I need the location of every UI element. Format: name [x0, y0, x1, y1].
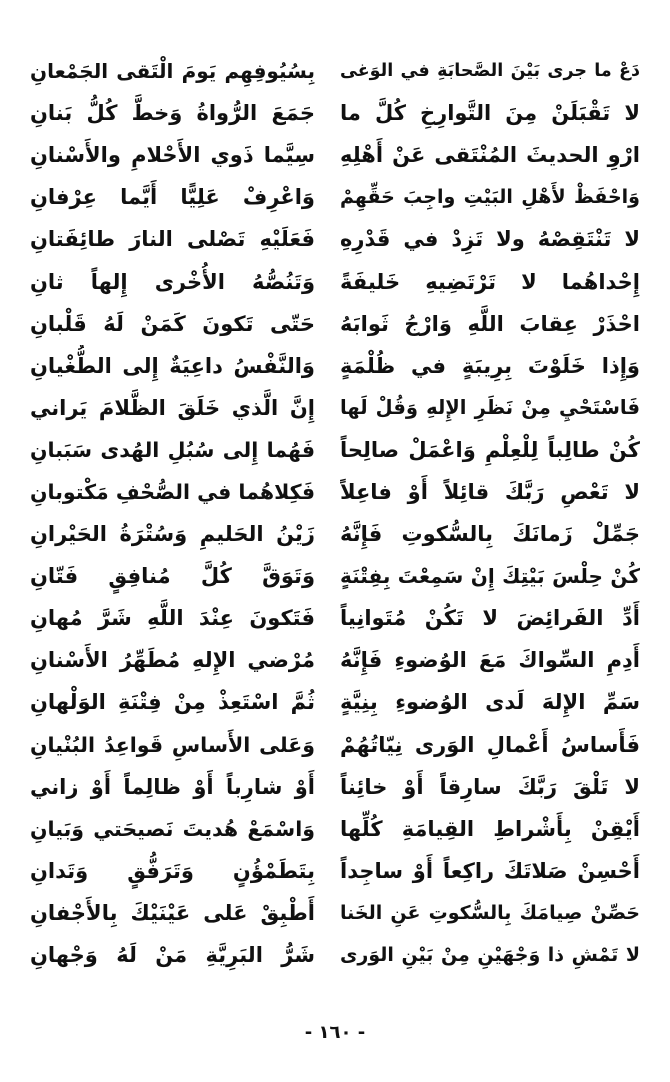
verse-second-hemistich: حَتّى تَكونَ كَمَنْ لَهُ قَلْبانِ — [30, 311, 315, 336]
verse-first-hemistich: فَاسْتَحْيِ مِنْ نَظَرِ الإِلهِ وَقُلْ لَها — [340, 395, 640, 419]
verse-first-hemistich: لا تَقْبَلَنْ مِنَ التَّوارِخِ كُلَّ ما — [340, 101, 640, 126]
verse-first-hemistich: ارْوِ الحديثَ المُنْتَقى عَنْ أَهْلِهِ — [340, 143, 640, 168]
verse-line — [30, 471, 640, 513]
verse-line — [30, 892, 640, 934]
verse-second-hemistich: فَعَلَيْهِ تَصْلى النارَ طائِفَتانِ — [30, 227, 315, 252]
verse-first-hemistich: وَاحْفَظْ لأَهْلِ البَيْتِ واجِبَ حَقِّهِمْ — [340, 186, 640, 209]
verse-line — [30, 639, 640, 681]
verse-second-hemistich: زَيْنُ الحَليمِ وَسُتْرَةُ الحَيْرانِ — [30, 522, 315, 547]
verse-line — [30, 303, 640, 345]
verse-line — [30, 934, 640, 976]
verse-first-hemistich: إِحْداهُما لا تَرْتَضِيهِ خَليفَةً — [340, 269, 640, 294]
verse-line — [30, 176, 640, 218]
verse-second-hemistich: سِيَّما ذَوي الأَحْلامِ والأَسْنانِ — [30, 143, 315, 168]
verse-line — [30, 429, 640, 471]
verse-second-hemistich: فَتَكونَ عِنْدَ اللَّهِ شَرَّ مُهانِ — [30, 606, 315, 631]
verse-second-hemistich: ثُمَّ اسْتَعِذْ مِنْ فِتْنَةِ الوَلْهانِ — [30, 690, 315, 715]
verse-second-hemistich: وَتَوَقَّ كُلَّ مُنافِقٍ فَتّانِ — [30, 564, 315, 589]
verse-second-hemistich: وَاسْمَعْ هُديتَ نَصيحَتي وَبَيانِ — [30, 816, 315, 841]
verse-first-hemistich: أَدِّ الفَرائِضَ لا تَكُنْ مُتَوانِياً — [340, 606, 640, 631]
verse-line — [30, 681, 640, 723]
verse-first-hemistich: أَيْقِنْ بِأَشْراطِ القِيامَةِ كُلِّها — [340, 816, 640, 841]
verse-second-hemistich: أَوْ شارِباً أَوْ ظالِماً أَوْ زاني — [30, 774, 315, 799]
verse-second-hemistich: شَرُّ البَرِيَّةِ مَنْ لَهُ وَجْهانِ — [30, 943, 315, 968]
verse-first-hemistich: حَصِّنْ صِيامَكَ بِالسُّكوتِ عَنِ الخَنا — [340, 901, 640, 924]
verse-first-hemistich: وَإِذا خَلَوْتَ بِرِيبَةٍ في ظُلْمَةٍ — [340, 353, 640, 378]
verse-second-hemistich: فَكِلاهُما في الصُّحْفِ مَكْتوبانِ — [30, 479, 315, 504]
verse-first-hemistich: سَمِّ الإِلهَ لَدى الوُضوءِ بِنِيَّةٍ — [340, 690, 640, 715]
verse-line — [30, 808, 640, 850]
verse-line — [30, 260, 640, 302]
verse-first-hemistich: كُنْ طالِباً لِلْعِلْمِ وَاعْمَلْ صالِحاً — [340, 437, 640, 462]
verse-first-hemistich: دَعْ ما جرى بَيْنَ الصَّحابَةِ في الوَغى — [340, 61, 640, 82]
verse-line — [30, 218, 640, 260]
verse-second-hemistich: وَعَلى الأَساسِ قَواعِدُ البُنْيانِ — [30, 732, 315, 757]
verse-first-hemistich: احْذَرْ عِقابَ اللَّهِ وَارْجُ ثَوابَهُ — [340, 311, 640, 336]
verse-first-hemistich: لا تَنْتَقِصْهُ ولا تَزِدْ في قَدْرِهِ — [340, 227, 640, 252]
verse-second-hemistich: وَالنَّفْسُ داعِيَةٌ إِلى الطُّغْيانِ — [30, 353, 315, 378]
page-number: - ١٦٠ - — [304, 1022, 366, 1043]
verse-first-hemistich: أَحْسِنْ صَلاتَكَ راكِعاً أَوْ ساجِداً — [340, 858, 640, 883]
verse-line — [30, 50, 640, 92]
verse-line — [30, 387, 640, 429]
verse-line — [30, 724, 640, 766]
verse-line — [30, 766, 640, 808]
verse-first-hemistich: لا تَمْشِ ذا وَجْهَيْنِ مِنْ بَيْنِ الوَرى — [340, 944, 640, 967]
verse-line — [30, 850, 640, 892]
verse-second-hemistich: بِتَطَمْؤُنٍ وَتَرَفُّقٍ وَتَدانِ — [30, 858, 315, 883]
verse-line — [30, 345, 640, 387]
verse-second-hemistich: أَطْبِقْ عَلى عَيْنَيْكَ بِالأَجْفانِ — [30, 900, 315, 925]
verse-second-hemistich: جَمَعَ الرُّواةُ وَخطَّ كُلُّ بَنانِ — [30, 101, 315, 126]
verse-second-hemistich: بِسُيُوفِهِم يَومَ الْتَقى الجَمْعانِ — [30, 59, 315, 84]
verse-second-hemistich: فَهُما إِلى سُبُلِ الهُدى سَبَبانِ — [30, 437, 315, 462]
poem — [30, 50, 640, 976]
verse-line — [30, 513, 640, 555]
verse-second-hemistich: وَاعْرِفْ عَلِيًّا أَيَّما عِرْفانِ — [30, 185, 315, 210]
verse-second-hemistich: وَتَنُصُّهُ الأُخْرى إِلهاً ثانِ — [30, 269, 315, 294]
verse-first-hemistich: جَمِّلْ زَمانَكَ بِالسُّكوتِ فَإِنَّهُ — [340, 522, 640, 547]
verse-line — [30, 92, 640, 134]
verse-line — [30, 134, 640, 176]
verse-first-hemistich: لا تَلْقَ رَبَّكَ سارِقاً أَوْ خائِناً — [340, 774, 640, 799]
verse-second-hemistich: مُرْضي الإِلهِ مُطَهِّرُ الأَسْنانِ — [30, 648, 315, 673]
verse-first-hemistich: فَأَساسُ أَعْمالِ الوَرى نِيّاتُهُمْ — [340, 732, 640, 757]
verse-second-hemistich: إِنَّ الَّذي خَلَقَ الظَّلامَ يَراني — [30, 395, 315, 420]
verse-first-hemistich: أَدِمِ السِّواكَ مَعَ الوُضوءِ فَإِنَّهُ — [340, 648, 640, 673]
verse-line — [30, 597, 640, 639]
verse-first-hemistich: لا تَعْصِ رَبَّكَ قائِلاً أَوْ فاعِلاً — [340, 479, 640, 504]
verse-first-hemistich: كُنْ حِلْسَ بَيْتِكَ إِنْ سَمِعْتَ بِفِتْنَةٍ — [340, 564, 640, 589]
verse-line — [30, 555, 640, 597]
